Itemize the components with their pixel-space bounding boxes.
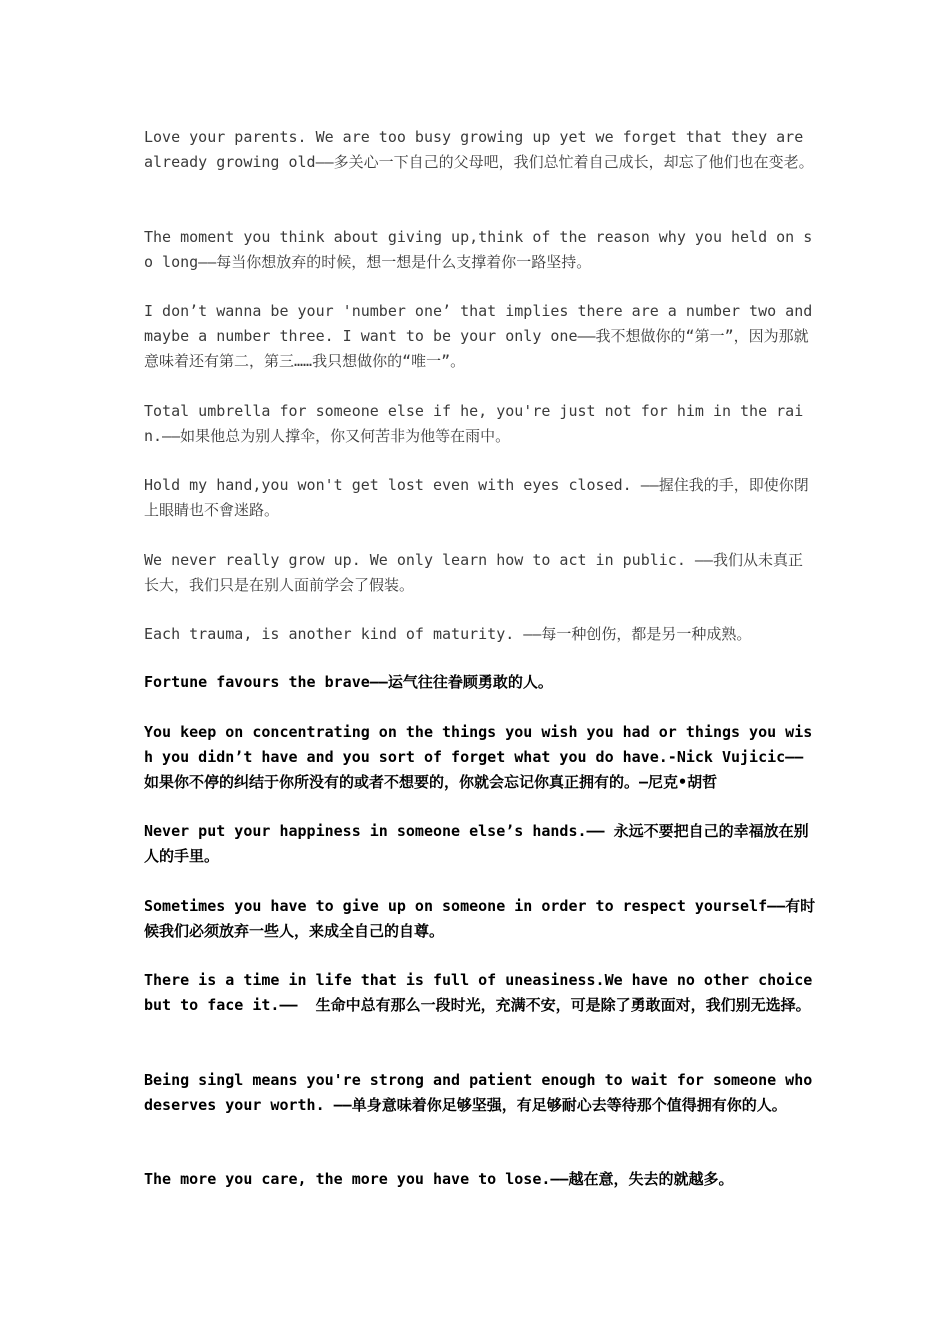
quote-paragraph: There is a time in life that is full of uneasiness.We have no other choice but to face it.—— 生命中总有那么一段时光，充满不安，可是除了勇敢面对，我们别无选择。 (144, 971, 822, 1014)
quote-paragraph: Fortune favours the brave——运气往往眷顾勇敢的人。 (144, 673, 553, 691)
quote-paragraph: Each trauma, is another kind of maturity. ——每一种创伤，都是另一种成熟。 (144, 625, 752, 643)
quote-paragraph: The moment you think about giving up,think of the reason why you held on so long——每当你想放弃的时候，想一想是什么支撑着你一路坚持。 (144, 228, 813, 271)
quote-paragraph: Never put your happiness in someone else’s hands.—— 永远不要把自己的幸福放在别人的手里。 (144, 822, 809, 865)
quote-paragraph: We never really grow up. We only learn how to act in public. ——我们从未真正长大，我们只是在别人面前学会了假装。 (144, 551, 803, 594)
quote-paragraph: The more you care, the more you have to lose.——越在意，失去的就越多。 (144, 1170, 734, 1188)
quote-paragraph: Hold my hand,you won't get lost even with eyes closed. ——握住我的手，即使你閉上眼睛也不會迷路。 (144, 476, 809, 519)
quote-paragraph: Being singl means you're strong and patient enough to wait for someone who deserves your worth. ——单身意味着你足够坚强，有足够耐心去等待那个值得拥有你的人。 (144, 1071, 822, 1114)
quote-paragraph: I don’t wanna be your 'number one’ that implies there are a number two and maybe a number three. I want to be your only one——我不想做你的“第一”，因为那就意味着还有第二，第三……我只想做你的“唯一”。 (144, 302, 822, 370)
quote-paragraph: You keep on concentrating on the things you wish you had or things you wish you didn’t have and you sort of forget what you do have.-Nick Vujicic——如果你不停的纠结于你所没有的或者不想要的，你就会忘记你真正拥有的。—尼克•胡哲 (144, 723, 813, 791)
quote-paragraph: Sometimes you have to give up on someone in order to respect yourself——有时候我们必须放弃一些人，来成全自己的自尊。 (144, 897, 816, 940)
quote-paragraph: Love your parents. We are too busy growing up yet we forget that they are already growing old——多关心一下自己的父母吧，我们总忙着自己成长，却忘了他们也在变老。 (144, 128, 814, 171)
quote-paragraph: Total umbrella for someone else if he, you're just not for him in the rain.——如果他总为别人撑伞，你又何苦非为他等在雨中。 (144, 402, 804, 445)
